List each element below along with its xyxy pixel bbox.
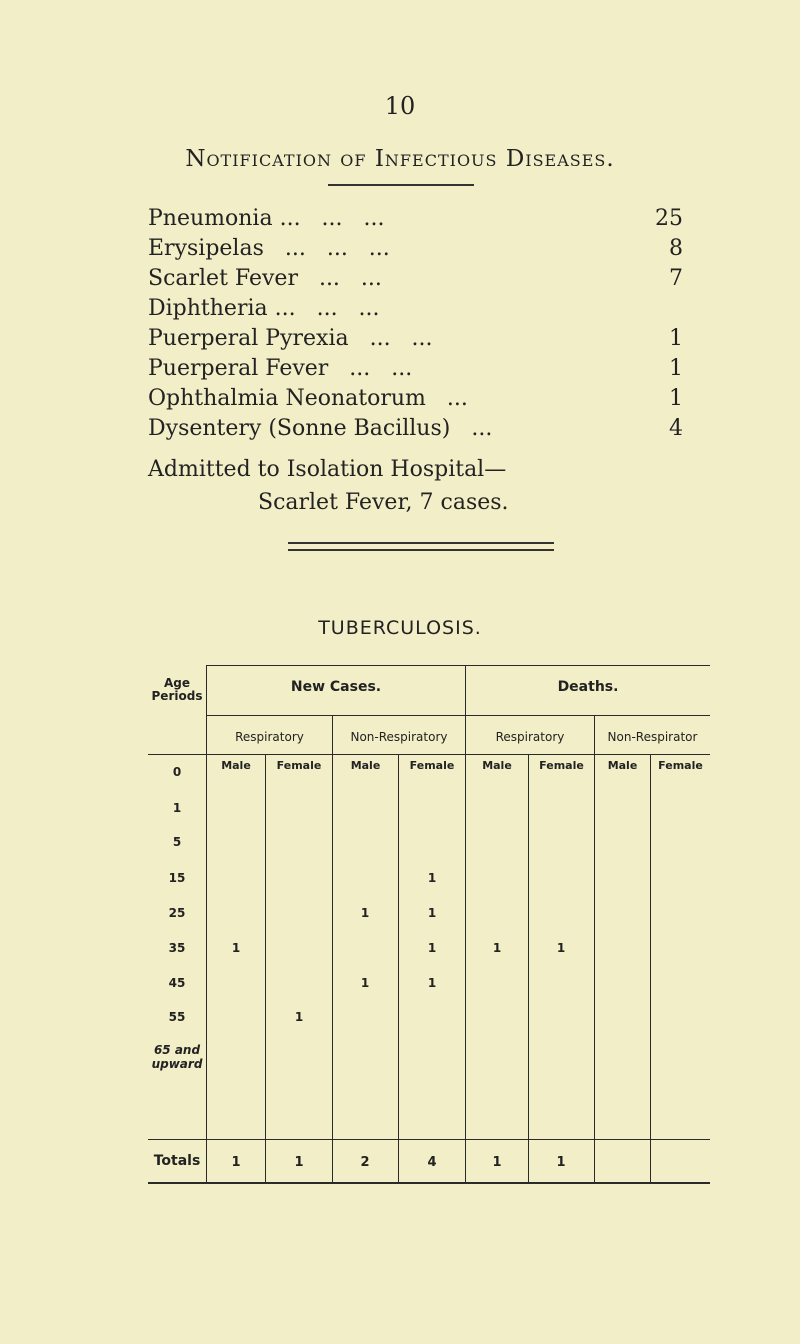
new-respiratory-header: Respiratory [235,730,304,744]
disease-dots: ... ... ... [263,236,390,261]
table-rule-resp-nonresp-deaths [594,715,595,1182]
disease-dots: ... ... [348,326,433,351]
disease-row [148,204,683,234]
sex-header-2: Female [276,759,322,772]
table-rule-sex-3 [528,755,529,1182]
sex-header-4: Female [409,759,455,772]
new-cases-header: New Cases. [290,679,382,695]
disease-dots: ... [450,416,493,441]
age-period: 65 and upward [151,1043,203,1071]
disease-count: 7 [669,266,683,291]
disease-list [148,204,683,444]
disease-dots: ... ... [297,266,382,291]
tuberculosis-table [148,665,710,1184]
table-cell: 1 [427,871,437,885]
page-title: Notification of Infectious Diseases. [185,146,615,172]
disease-count [653,294,683,324]
sex-header-5: Male [482,759,512,772]
totals-cell: 2 [360,1155,370,1170]
table-rule-bottom [148,1182,710,1184]
sex-header-3: Male [350,759,381,772]
disease-name: Erysipelas [148,236,264,261]
age-period: 1 [172,801,182,815]
deaths-non-respiratory-header: Non-Respirator [607,730,698,744]
disease-row [148,354,683,384]
tuberculosis-title: TUBERCULOSIS. [318,617,482,639]
age-period: 45 [168,976,186,990]
age-period: 15 [168,871,186,885]
table-rule-top [206,665,710,666]
age-period: 55 [168,1010,186,1024]
table-rule-sex-4 [650,755,651,1182]
table-cell: 1 [427,976,437,990]
totals-cell: 4 [427,1155,437,1170]
totals-cell: 1 [231,1155,241,1170]
disease-count: 8 [669,236,683,261]
age-header [148,677,206,703]
disease-count: 1 [669,326,683,351]
isolation-detail: Scarlet Fever, 7 cases. [258,490,509,515]
disease-name: Dysentery (Sonne Bacillus) [148,416,451,441]
sex-header-6: Female [539,759,584,772]
table-rule-sex-1 [265,755,266,1182]
disease-dots: ... [425,386,468,411]
age-header-line2: Periods [151,689,203,703]
table-rule-totals [148,1139,710,1140]
disease-row [148,414,683,444]
disease-row [148,324,683,354]
disease-dots: ... ... [328,356,413,381]
new-non-respiratory-header: Non-Respiratory [350,730,448,744]
disease-name: Puerperal Fever [148,356,329,381]
disease-name: Scarlet Fever [148,266,298,291]
disease-dots: ... ... ... [272,206,385,231]
totals-cell: 1 [294,1155,304,1170]
table-rule-subheader [148,754,710,755]
table-rule-sex-2 [398,755,399,1182]
disease-row [148,234,683,264]
disease-count: 25 [655,206,683,231]
table-cell: 1 [360,906,370,920]
disease-name: Puerperal Pyrexia [148,326,349,351]
page-number: 10 [384,92,416,120]
age-period: 5 [172,835,182,849]
age-period: 25 [168,906,186,920]
title-rule [328,184,474,186]
disease-row [148,384,683,414]
disease-name: Pneumonia [148,206,273,231]
sex-header-8: Female [658,759,703,772]
disease-count: 1 [669,356,683,381]
age-header-line1: Age [163,676,190,690]
disease-count: 4 [669,416,683,441]
table-cell: 1 [231,941,241,955]
table-cell: 1 [427,941,437,955]
disease-count: 1 [669,386,683,411]
table-cell: 1 [427,906,437,920]
disease-name: Diphtheria [148,296,268,321]
sex-header-1: Male [221,759,251,772]
totals-label: Totals [153,1153,201,1169]
totals-cell: 1 [556,1155,566,1170]
disease-dots: ... ... ... [267,296,380,321]
age-period: 35 [168,941,186,955]
table-rule-resp-nonresp-new [332,715,333,1182]
age-period: 0 [172,765,182,779]
isolation-heading: Admitted to Isolation Hospital— [148,457,507,482]
table-cell: 1 [556,941,566,955]
totals-cell: 1 [492,1155,502,1170]
sex-header-7: Male [607,759,638,772]
table-rule-header [206,715,710,716]
deaths-respiratory-header: Respiratory [495,730,565,744]
table-cell: 1 [360,976,370,990]
deaths-header: Deaths. [557,679,619,695]
disease-name: Ophthalmia Neonatorum [148,386,426,411]
disease-row [148,264,683,294]
disease-row [148,294,683,324]
table-cell: 1 [492,941,502,955]
double-rule-divider [288,542,554,551]
table-cell: 1 [294,1010,304,1024]
